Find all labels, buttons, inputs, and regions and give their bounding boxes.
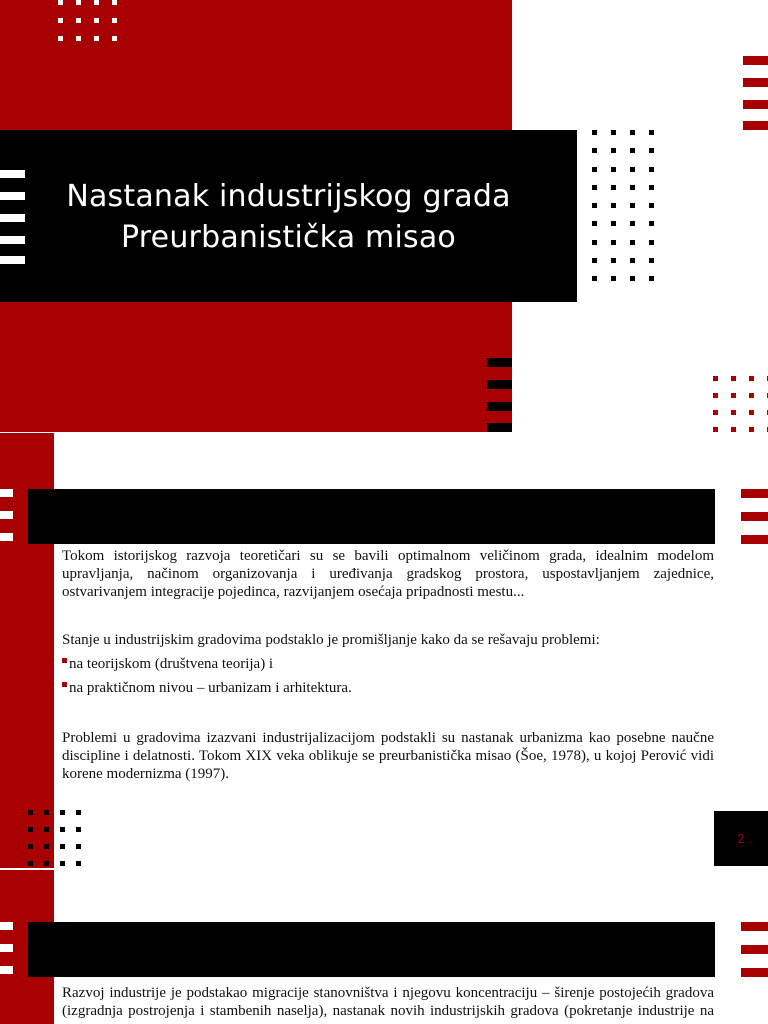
slide3-header-bar xyxy=(28,922,715,977)
bullet-text: na praktičnom nivou – urbanizam i arhitektura. xyxy=(69,680,352,696)
paragraph-line: Razvoj industrije je podstakao migracije stanovništva i njegovu koncentraciju – širenje postojećih gradova xyxy=(62,985,714,1001)
title-line-1: Nastanak industrijskog grada xyxy=(66,179,511,214)
paragraph-line: Tokom istorijskog razvoja teoretičari su se bavili optimalnom veličinom grada, idealnim modelom xyxy=(62,548,714,564)
slide2-right-stripes xyxy=(741,489,768,545)
slide2-paragraph-3 xyxy=(62,729,714,783)
slide2-bullet-2 xyxy=(62,679,352,697)
bullet-icon xyxy=(62,658,67,663)
slide1-top-dots xyxy=(58,0,117,41)
paragraph-line: korene modernizma (1997). xyxy=(62,766,230,782)
slide1-right-dots xyxy=(592,130,654,281)
slide1-red-dots xyxy=(713,376,768,432)
slide1-bottom-stripes xyxy=(487,358,512,432)
bullet-text: na teorijskom (društvena teorija) i xyxy=(69,656,274,672)
slide2-header-bar xyxy=(28,489,715,544)
page-number: 2 xyxy=(714,811,768,866)
slide1-right-stripes xyxy=(743,56,768,131)
bullet-icon xyxy=(62,682,67,687)
slide3-left-stripes xyxy=(0,922,13,978)
slide2-paragraph-1 xyxy=(62,547,714,601)
paragraph-line: (izgradnja postrojenja i stambenih naselja), nastanak novih industrijskih gradova (pokretanje industrije na xyxy=(62,1003,714,1019)
slide2-bottom-dots xyxy=(28,810,81,866)
title-line-2: Preurbanistička misao xyxy=(121,220,456,255)
paragraph-line: discipline i delatnosti. Tokom XIX veka oblikuje se preurbanistička misao (Šoe, 1978), u kojoj Perović vidi xyxy=(62,748,714,764)
slide2-paragraph-2: Stanje u industrijskim gradovima podstaklo je promišljanje kako da se rešavaju problemi: xyxy=(62,632,600,648)
slide2-left-stripes xyxy=(0,489,13,544)
paragraph-line: ostvarivanjem integracije pojedinca, razvijanjem osećaja pripadnosti mestu... xyxy=(62,584,525,600)
slide1-title xyxy=(0,176,577,258)
paragraph-line: upravljanja, načinom organizovanja i uređivanja gradskog prostora, uspostavljanjem zajednice, xyxy=(62,566,714,582)
paragraph-line: Problemi u gradovima izazvani industrijalizacijom podstakli su nastanak urbanizma kao posebne naučne xyxy=(62,730,714,746)
slide3-right-stripes xyxy=(741,922,768,978)
slide3-paragraph xyxy=(62,984,714,1020)
slide2-bullet-1 xyxy=(62,655,273,673)
